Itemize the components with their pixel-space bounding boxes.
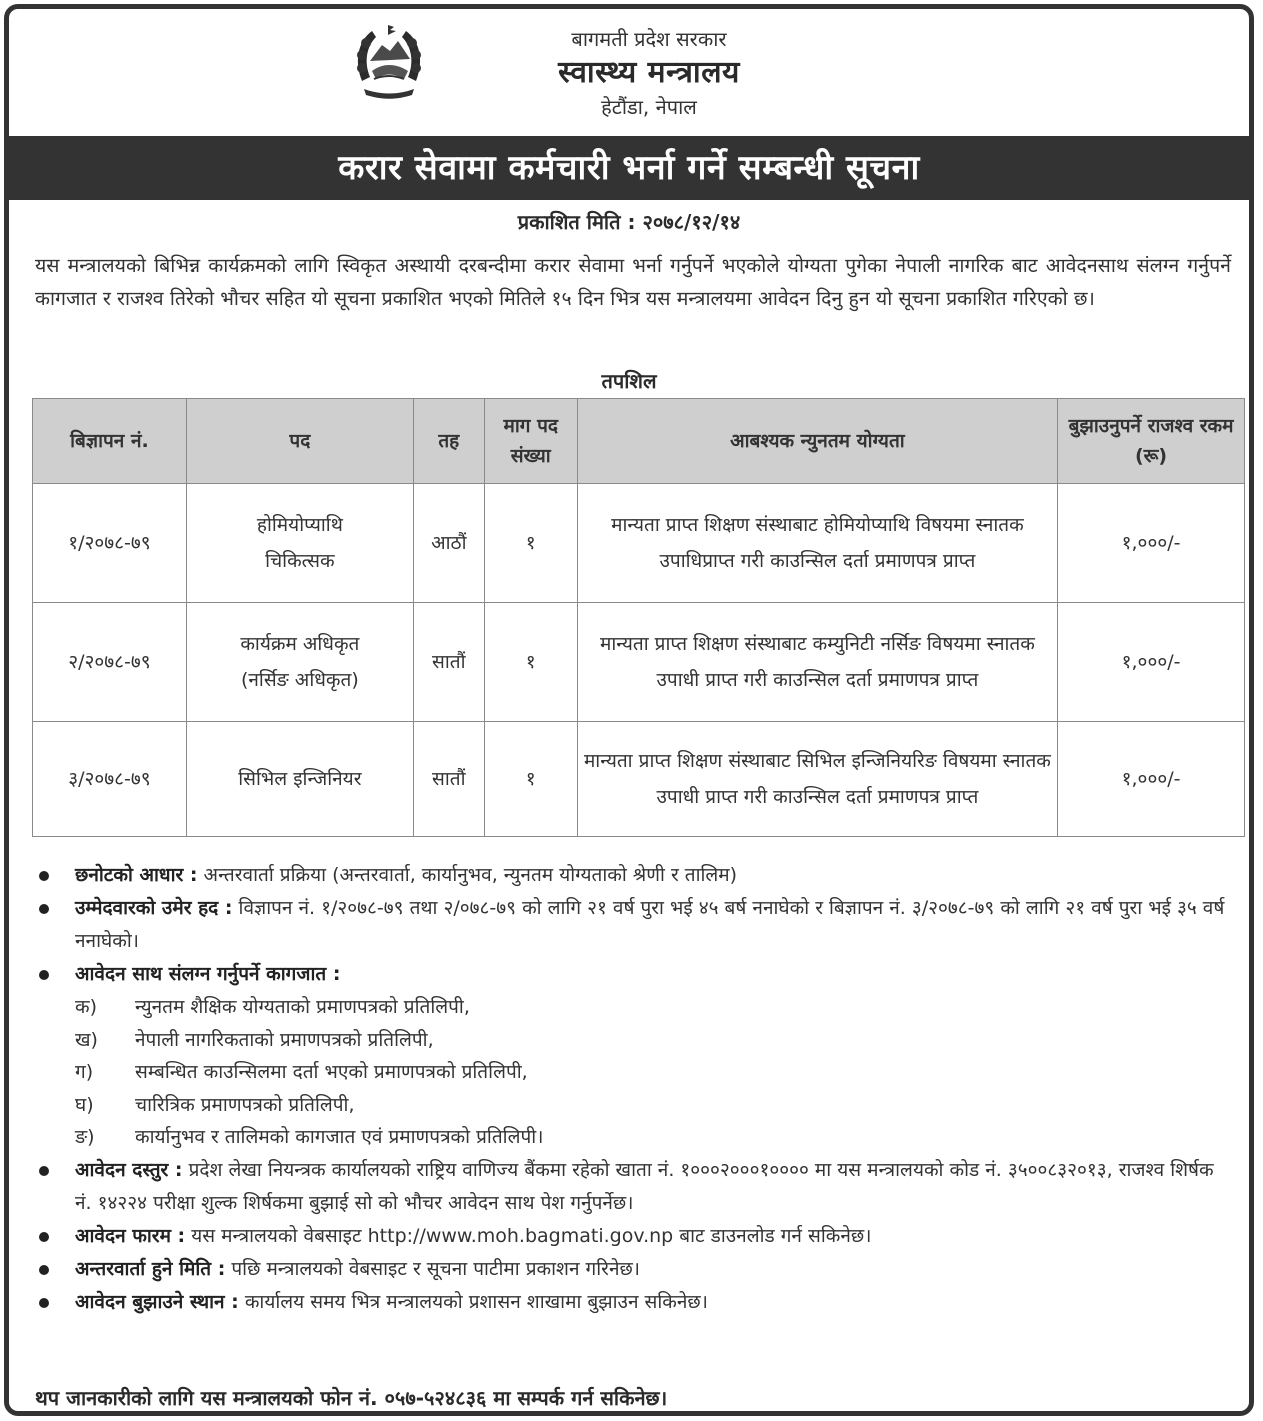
note-selection-basis	[35, 859, 1235, 892]
cell-count: १	[484, 603, 577, 722]
cell-ad-no: १/२०७८-७९	[33, 484, 187, 603]
col-header-ad-no: बिज्ञापन नं.	[33, 399, 187, 484]
bullet-icon	[39, 1298, 49, 1308]
vacancy-table	[32, 398, 1245, 837]
note-application-fee	[35, 1154, 1235, 1220]
note-key: उम्मेदवारको उमेर हद :	[75, 897, 233, 919]
intro-paragraph: यस मन्त्रालयको बिभिन्न कार्यक्रमको लागि स्विकृत अस्थायी दरबन्दीमा करार सेवामा भर्ना गर्नुपर्ने भएकोले योग्यता पुगेका नेपाली नागरिक बाट आवेदनसाथ संलग्न गर्नुपर्ने कागजात र राजश्व तिरेको भौचर सहित यो सूचना प्रकाशित भएको मितिले १५ दिन भित्र यस मन्त्रालयमा आवेदन दिनु हुन यो सूचना प्रकाशित गरिएको छ।	[35, 254, 1231, 310]
notes-list	[35, 859, 1235, 1319]
document-item-label: ख)	[75, 1028, 98, 1051]
note-key: आवेदन दस्तुर :	[75, 1158, 183, 1181]
bullet-icon	[39, 1232, 49, 1242]
cell-level: सातौं	[413, 722, 484, 837]
note-application-form	[35, 1220, 1235, 1253]
notice-title-banner: करार सेवामा कर्मचारी भर्ना गर्ने सम्बन्धी सूचना	[9, 136, 1249, 200]
col-header-qualification: आबश्यक न्युनतम योग्यता	[577, 399, 1057, 484]
note-interview-date	[35, 1253, 1235, 1286]
table-row	[33, 484, 1245, 603]
note-submission-place	[35, 1286, 1235, 1319]
notice-frame	[4, 4, 1254, 1416]
ministry-location: हेटौंडा, नेपाल	[601, 95, 697, 119]
cell-count: १	[484, 722, 577, 837]
document-item-text: सम्बन्धित काउन्सिलमा दर्ता भएको प्रमाणपत्रको प्रतिलिपी,	[135, 1061, 528, 1083]
table-title: तपशिल	[601, 369, 657, 393]
document-item	[35, 991, 1235, 1024]
note-key: आवेदन फारम :	[75, 1224, 186, 1247]
cell-post: कार्यक्रम अधिकृत (नर्सिङ अधिकृत)	[186, 603, 413, 722]
cell-count: १	[484, 484, 577, 603]
document-item-label: घ)	[75, 1093, 94, 1116]
bullet-icon	[39, 904, 49, 914]
note-value: पछि मन्त्रालयको वेबसाइट र सूचना पाटीमा प्रकाशन गरिनेछ।	[231, 1257, 641, 1280]
cell-ad-no: ३/२०७८-७९	[33, 722, 187, 837]
note-value: अन्तरवार्ता प्रक्रिया (अन्तरवार्ता, कार्यानुभव, न्युनतम योग्यताको श्रेणी र तालिम)	[203, 864, 738, 886]
note-value: कार्यालय समय भित्र मन्त्रालयको प्रशासन शाखामा बुझाउन सकिनेछ।	[244, 1290, 708, 1313]
cell-level: सातौं	[413, 603, 484, 722]
note-value: विज्ञापन नं. १/२०७८-७९ तथा २/०७८-७९ को लागि २१ वर्ष पुरा भई ४५ बर्ष ननाघेको र बिज्ञापन नं. ३/२०७८-७९ को लागि २१ वर्ष पुरा भई ३५ वर्ष ननाघेको।	[75, 897, 1225, 952]
ministry-heading	[479, 25, 819, 121]
cell-fee: १,०००/-	[1058, 722, 1245, 837]
notice-header	[9, 9, 1249, 134]
bullet-icon	[39, 1166, 49, 1176]
col-header-count: माग पद संख्या	[484, 399, 577, 484]
cell-fee: १,०००/-	[1058, 484, 1245, 603]
document-item-text: न्युनतम शैक्षिक योग्यताको प्रमाणपत्रको प्रतिलिपी,	[135, 996, 470, 1018]
note-key: आवेदन साथ संलग्न गर्नुपर्ने कागजात :	[75, 963, 341, 985]
note-age-limit	[35, 892, 1235, 958]
cell-post: होमियोप्याथि चिकित्सक	[186, 484, 413, 603]
document-item-text: नेपाली नागरिकताको प्रमाणपत्रको प्रतिलिपी,	[135, 1028, 434, 1051]
note-key: अन्तरवार्ता हुने मिति :	[75, 1257, 226, 1280]
table-header-row	[33, 399, 1245, 484]
col-header-fee: बुझाउनुपर्ने राजश्व रकम (रू)	[1058, 399, 1245, 484]
document-item-label: ग)	[75, 1061, 94, 1083]
cell-ad-no: २/२०७८-७९	[33, 603, 187, 722]
cell-qualification: मान्यता प्राप्त शिक्षण संस्थाबाट होमियोप्याथि विषयमा स्नातक उपाधिप्राप्त गरी काउन्सिल दर्ता प्रमाणपत्र प्राप्त	[577, 484, 1057, 603]
note-key: छनोटको आधार :	[75, 864, 198, 886]
cell-fee: १,०००/-	[1058, 603, 1245, 722]
table-row	[33, 722, 1245, 837]
document-item	[35, 1121, 1235, 1154]
document-item-text: चारित्रिक प्रमाणपत्रको प्रतिलिपी,	[135, 1093, 355, 1116]
document-item-label: ङ)	[75, 1126, 95, 1148]
cell-post: सिभिल इन्जिनियर	[186, 722, 413, 837]
note-key: आवेदन बुझाउने स्थान :	[75, 1290, 239, 1313]
cell-qualification: मान्यता प्राप्त शिक्षण संस्थाबाट कम्युनिटी नर्सिङ विषयमा स्नातक उपाधी प्राप्त गरी काउन्सिल दर्ता प्रमाणपत्र प्राप्त	[577, 603, 1057, 722]
ministry-name: स्वास्थ्य मन्त्रालय	[558, 55, 740, 90]
note-required-documents	[35, 958, 1235, 991]
note-value: प्रदेश लेखा नियन्त्रक कार्यालयको राष्ट्रिय वाणिज्य बैंकमा रहेको खाता नं. १०००२०००१०००० मा यस मन्त्रालयको कोड नं. ३५००८३२०१३, राजश्व शिर्षक नं. १४२२४ परीक्षा शुल्क शिर्षकमा बुझाई सो को भौचर आवेदन साथ पेश गर्नुपर्नेछ।	[75, 1158, 1214, 1214]
government-name: बागमती प्रदेश सरकार	[571, 27, 727, 51]
table-row	[33, 603, 1245, 722]
document-item-label: क)	[75, 996, 98, 1018]
cell-level: आठौं	[413, 484, 484, 603]
document-item	[35, 1056, 1235, 1089]
document-item	[35, 1024, 1235, 1057]
published-date: प्रकाशित मिति : २०७८/१२/१४	[517, 210, 741, 234]
document-item	[35, 1089, 1235, 1122]
nepal-emblem-icon	[352, 21, 426, 105]
bullet-icon	[39, 871, 49, 881]
bullet-icon	[39, 970, 49, 980]
note-value: यस मन्त्रालयको वेबसाइट http://www.moh.bagmati.gov.np बाट डाउनलोड गर्न सकिनेछ।	[191, 1224, 872, 1247]
col-header-post: पद	[186, 399, 413, 484]
col-header-level: तह	[413, 399, 484, 484]
cell-qualification: मान्यता प्राप्त शिक्षण संस्थाबाट सिभिल इन्जिनियरिङ विषयमा स्नातक उपाधी प्राप्त गरी काउन्सिल दर्ता प्रमाणपत्र प्राप्त	[577, 722, 1057, 837]
contact-note: थप जानकारीको लागि यस मन्त्रालयको फोन नं. ०५७-५२४८३६ मा सम्पर्क गर्न सकिनेछ।	[35, 1386, 668, 1410]
bullet-icon	[39, 1265, 49, 1275]
document-item-text: कार्यानुभव र तालिमको कागजात एवं प्रमाणपत्रको प्रतिलिपी।	[135, 1126, 544, 1148]
